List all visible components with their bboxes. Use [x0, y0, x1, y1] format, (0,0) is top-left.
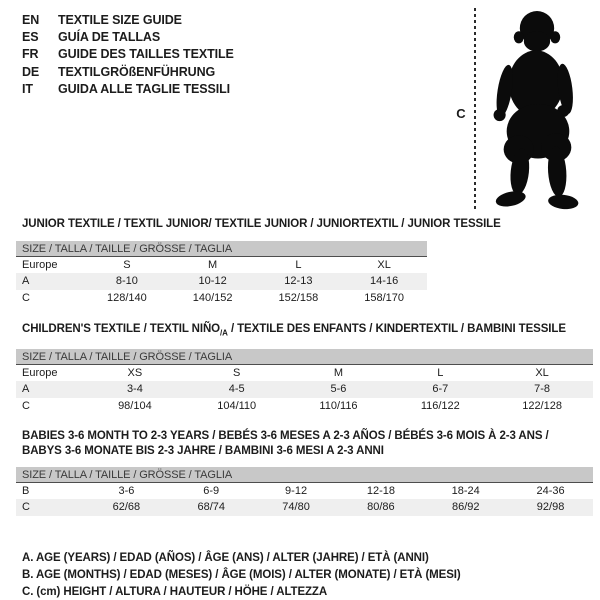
size-cell: L	[437, 367, 444, 380]
table-size-header: SIZE / TALLA / TAILLE / GRÖSSE / TAGLIA	[16, 241, 427, 257]
size-table	[16, 467, 593, 516]
table-row	[16, 290, 427, 306]
size-cell: 62/68	[112, 501, 141, 514]
size-cell: M	[333, 367, 344, 380]
size-cell: S	[123, 259, 131, 271]
legend	[16, 550, 594, 600]
title-segment: CHILDREN'S TEXTILE / TEXTIL NIÑO	[22, 322, 221, 335]
language-row	[22, 28, 234, 45]
size-tables	[16, 217, 594, 600]
row-label: A	[22, 275, 30, 288]
size-table	[16, 349, 593, 414]
size-cell: XL	[377, 259, 391, 271]
baby-silhouette-icon	[484, 8, 592, 210]
language-code: DE	[22, 64, 40, 79]
row-label: C	[22, 399, 30, 412]
size-cell: 8-10	[115, 275, 138, 288]
section-title-line	[22, 444, 594, 459]
title-segment: BABIES 3-6 MONTH TO 2-3 YEARS / BEBÉS 3-6 MESES A 2-3 AÑOS / BÉBÉS 3-6 MOIS À 2-3 ANS /	[22, 430, 549, 443]
size-cell: XL	[535, 367, 549, 380]
language-label: TEXTILGRÖßENFÜHRUNG	[58, 64, 216, 79]
section-title-line	[22, 217, 594, 232]
table-row	[16, 381, 593, 397]
size-cell: 7-8	[534, 383, 551, 396]
legend-line: B. AGE (MONTHS) / EDAD (MESES) / ÂGE (MOIS) / ALTER (MONATE) / ETÀ (MESI)	[22, 568, 461, 581]
size-table	[16, 241, 427, 306]
height-marker-label: C	[456, 106, 466, 121]
height-dashed-line	[474, 8, 476, 209]
size-cell: 9-12	[285, 485, 308, 498]
row-label: B	[22, 485, 30, 498]
size-cell: 3-6	[118, 485, 135, 498]
size-cell: 14-16	[370, 275, 399, 288]
language-list	[22, 11, 234, 98]
size-cell: 158/170	[364, 291, 404, 304]
size-section	[16, 217, 594, 306]
table-row	[16, 398, 593, 414]
size-section	[16, 429, 594, 516]
legend-line: C. (cm) HEIGHT / ALTURA / HAUTEUR / HÖHE / ALTEZZA	[22, 586, 328, 599]
language-code: ES	[22, 30, 39, 45]
language-label: GUIDE DES TAILLES TEXTILE	[58, 47, 234, 62]
language-label: GUÍA DE TALLAS	[58, 30, 161, 45]
table-row	[16, 499, 593, 515]
table-row	[16, 483, 593, 499]
row-label: Europe	[22, 259, 58, 271]
section-title-line	[22, 322, 594, 340]
title-segment: / TEXTILE DES ENFANTS / KINDERTEXTIL / BAMBINI TESSILE	[227, 322, 566, 335]
size-cell: L	[295, 259, 302, 271]
size-cell: 18-24	[451, 485, 480, 498]
row-label: C	[22, 501, 30, 514]
language-label: TEXTILE SIZE GUIDE	[58, 12, 182, 27]
table-size-header: SIZE / TALLA / TAILLE / GRÖSSE / TAGLIA	[16, 349, 593, 365]
table-row	[16, 257, 427, 273]
size-cell: 74/80	[282, 501, 310, 514]
size-cell: 122/128	[522, 399, 562, 412]
language-row	[22, 63, 234, 80]
size-cell: 12-18	[366, 485, 395, 498]
size-cell: 3-4	[126, 383, 143, 396]
size-section	[16, 322, 594, 414]
size-cell: 92/98	[536, 501, 565, 514]
size-cell: 4-5	[228, 383, 245, 396]
size-cell: XS	[127, 367, 143, 380]
size-cell: 10-12	[198, 275, 227, 288]
section-title	[16, 322, 594, 340]
size-cell: S	[233, 367, 241, 380]
size-cell: 86/92	[451, 501, 480, 514]
section-title	[16, 429, 594, 459]
title-segment: JUNIOR TEXTILE / TEXTIL JUNIOR/ TEXTILE JUNIOR / JUNIORTEXTIL / JUNIOR TESSILE	[22, 218, 501, 230]
size-cell: 5-6	[330, 383, 347, 396]
size-cell: 24-36	[536, 485, 565, 498]
row-label: Europe	[22, 367, 58, 380]
sections-container	[16, 217, 594, 516]
table-row	[16, 365, 593, 381]
language-code: IT	[22, 82, 33, 97]
language-label: GUIDA ALLE TAGLIE TESSILI	[58, 82, 231, 97]
title-segment: BABYS 3-6 MONATE BIS 2-3 JAHRE / BAMBINI 3-6 MESI A 2-3 ANNI	[22, 445, 384, 458]
size-cell: 6-7	[432, 383, 449, 396]
size-cell: 68/74	[197, 501, 225, 514]
size-cell: 152/158	[278, 291, 319, 304]
row-label: A	[22, 383, 30, 396]
section-title	[16, 217, 594, 232]
title-segment: /A	[220, 328, 228, 338]
size-cell: 6-9	[203, 485, 220, 498]
table-size-header: SIZE / TALLA / TAILLE / GRÖSSE / TAGLIA	[16, 467, 593, 483]
language-code: FR	[22, 47, 39, 62]
language-row	[22, 81, 234, 98]
size-cell: 104/110	[217, 399, 257, 412]
size-cell: 12-13	[284, 275, 313, 288]
legend-line: A. AGE (YEARS) / EDAD (AÑOS) / ÂGE (ANS) / ALTER (JAHRE) / ETÀ (ANNI)	[22, 551, 429, 564]
section-title-line	[22, 429, 594, 444]
size-cell: 98/104	[118, 399, 152, 412]
language-code: EN	[22, 12, 40, 27]
table-row	[16, 273, 427, 289]
size-cell: M	[208, 259, 218, 271]
size-cell: 80/86	[367, 501, 395, 514]
size-cell: 110/116	[319, 399, 358, 412]
size-cell: 128/140	[106, 291, 147, 304]
size-cell: 140/152	[192, 291, 233, 304]
language-row	[22, 11, 234, 28]
language-row	[22, 46, 234, 63]
row-label: C	[22, 291, 30, 304]
size-cell: 116/122	[420, 399, 460, 412]
